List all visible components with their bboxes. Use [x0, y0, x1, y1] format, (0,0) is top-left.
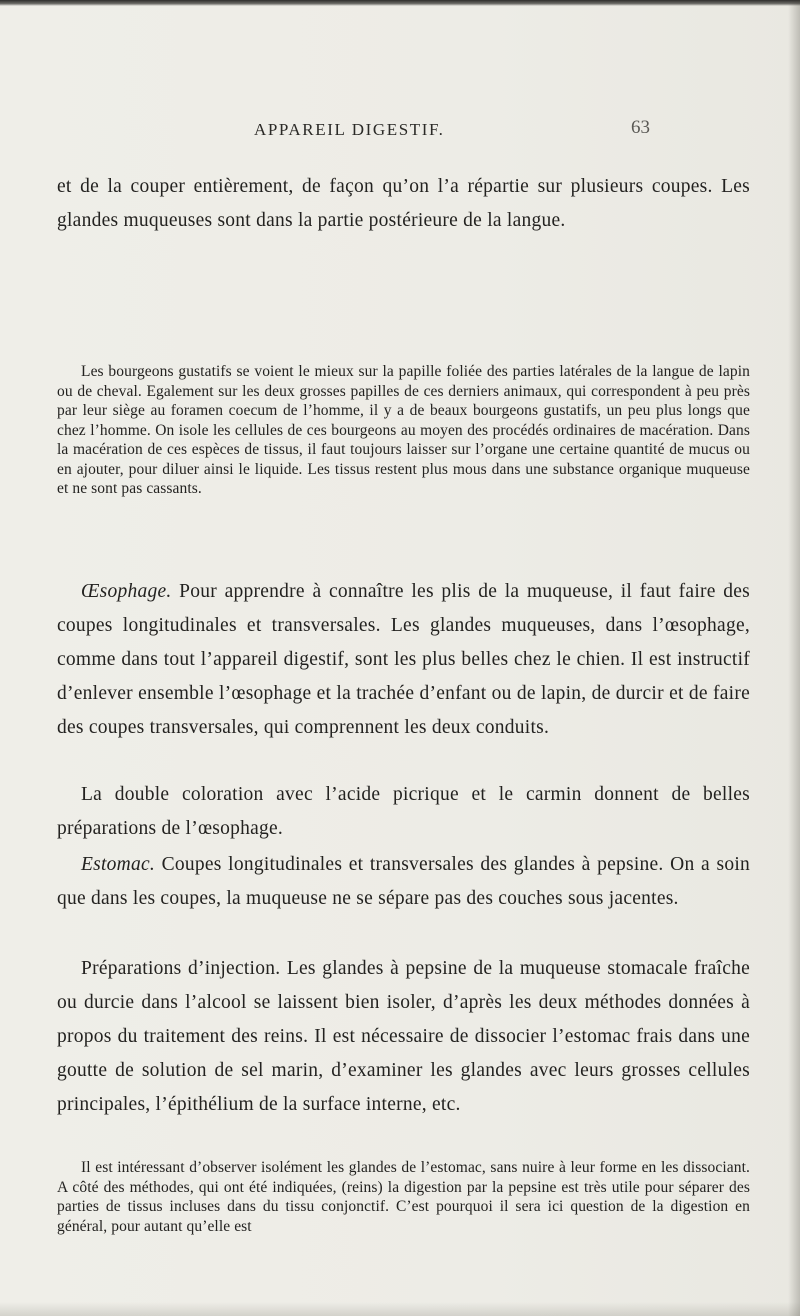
- page-number: 63: [631, 117, 650, 138]
- running-header: [0, 118, 800, 142]
- running-head-title: APPAREIL DIGESTIF.: [254, 120, 445, 139]
- page-edge-shadow: [788, 0, 800, 1316]
- page-bottom-edge: [0, 1302, 800, 1316]
- section-heading-oesophagus: Œsophage.: [81, 581, 172, 602]
- paragraph-injection-preparations: [57, 952, 750, 1122]
- paragraph-isolation-digestion: [57, 1158, 750, 1236]
- paragraph-text: Pour apprendre à connaître les plis de la muqueuse, il faut faire des coupes longitudinales et transversales. Les glandes muqueuses, dans l’œsophage, comme dans tout l’appareil digestif, sont les plus belles chez le chien. Il est instructif d’enlever ensemble l’œsophage et la trachée d’enfant ou de lapin, de durcir et de faire des coupes transversales, qui comprennent les deux conduits.: [57, 581, 750, 738]
- paragraph-text: et de la couper entièrement, de façon qu’on l’a répartie sur plusieurs coupes. Les glandes muqueuses sont dans la partie postérieure de la langue.: [57, 176, 750, 231]
- section-heading-stomach: Estomac.: [81, 854, 156, 875]
- paragraph-text: Les bourgeons gustatifs se voient le mieux sur la papille foliée des parties latérales de la langue de lapin ou de cheval. Egalement sur les deux grosses papilles de ces derniers animaux, qui correspondent à peu près par leur siège au foramen coecum de l’homme, il y a de beaux bourgeons gustatifs, un peu plus longs que chez l’homme. On isole les cellules de ces bourgeons au moyen des procédés ordinaires de macération. Dans la macération de ces espèces de tissus, il faut toujours laisser sur l’organe une certaine quantité de mucus ou en ajouter, pour diluer ainsi le liquide. Les tissus restent plus mous dans une substance organique muqueuse et ne sont pas cassants.: [57, 363, 750, 497]
- paragraph-double-staining: [57, 778, 750, 846]
- paragraph-text: Il est intéressant d’observer isolément les glandes de l’estomac, sans nuire à leur forme en les dissociant. A côté des méthodes, qui ont été indiquées, (reins) la digestion par la pepsine est très utile pour séparer des parties de tissus incluses dans du tissu conjonctif. C’est pourquoi il sera ici question de la digestion en général, pour autant qu’elle est: [57, 1159, 750, 1235]
- paragraph-text: Coupes longitudinales et transversales des glandes à pepsine. On a soin que dans les coupes, la muqueuse ne se sépare pas des couches sous jacentes.: [57, 854, 751, 909]
- paragraph-text: Préparations d’injection. Les glandes à pepsine de la muqueuse stomacale fraîche ou durcie dans l’alcool se laissent bien isoler, d’après les deux méthodes données à propos du traitement des reins. Il est nécessaire de dissocier l’estomac frais dans une goutte de solution de sel marin, d’examiner les glandes avec leurs grosses cellules principales, l’épithélium de la surface interne, etc.: [57, 958, 750, 1115]
- paragraph-gustatory-buds: [57, 362, 750, 499]
- paragraph-text: La double coloration avec l’acide picrique et le carmin donnent de belles préparations de l’œsophage.: [57, 784, 750, 839]
- top-edge-rule: [0, 0, 800, 6]
- paragraph-stomach: [57, 848, 750, 916]
- paragraph-continuation: [57, 170, 750, 238]
- paragraph-oesophagus: [57, 575, 750, 745]
